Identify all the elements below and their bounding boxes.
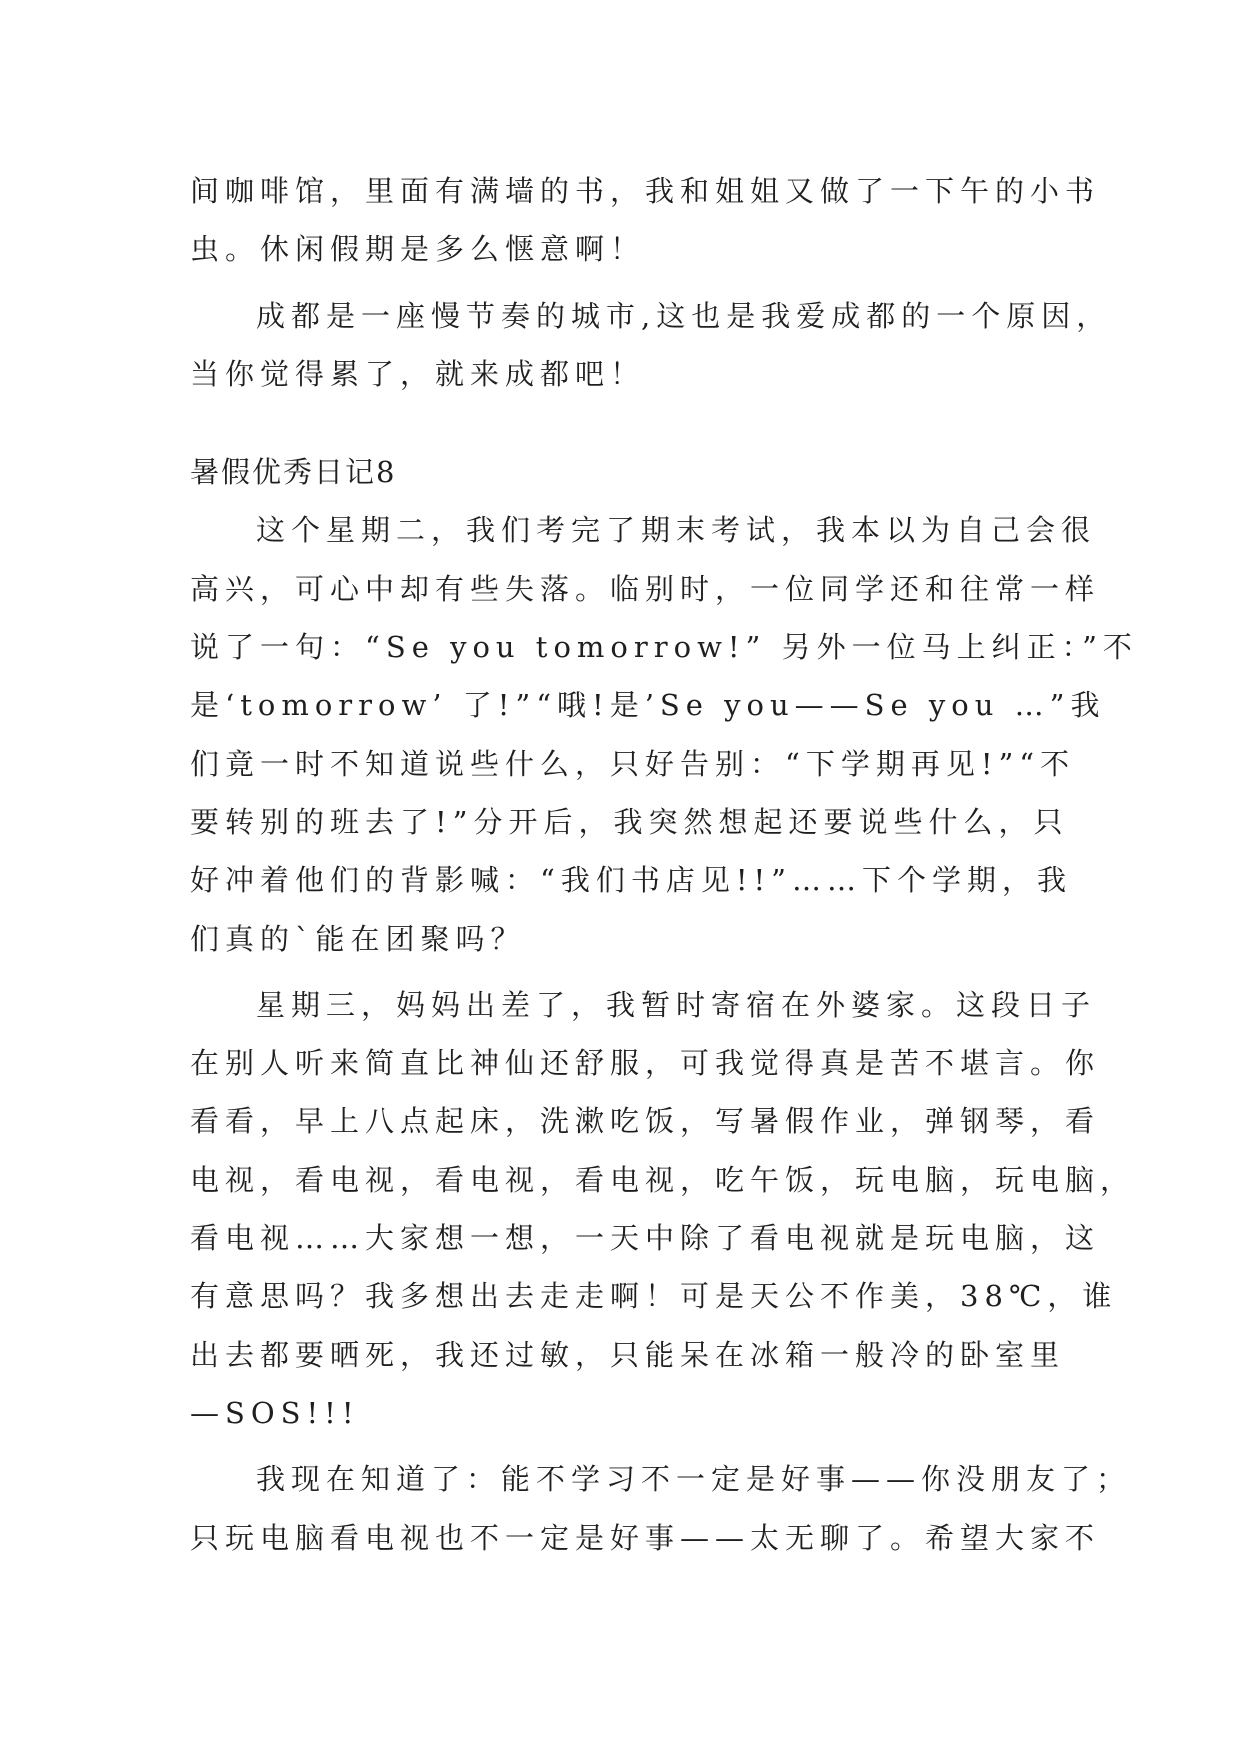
paragraph-chengdu (190, 287, 1112, 404)
text-line: 这个星期二，我们考完了期末考试，我本以为自己会很 (256, 513, 1097, 548)
paragraph-coffee-shop (190, 162, 1101, 279)
section-title: 暑假优秀日记8 (190, 455, 397, 490)
text-line: 出去都要晒死，我还过敏，只能呆在冰箱一般冷的卧室里 (190, 1337, 1066, 1372)
text-line: 在别人听来简直比神仙还舒服，可我觉得真是苦不堪言。你 (190, 1046, 1101, 1081)
paragraph-exam-tuesday (190, 501, 1138, 967)
text-line: 间咖啡馆，里面有满墙的书，我和姐姐又做了一下午的小书 (190, 174, 1101, 208)
text-line: 要转别的班去了!”分开后，我突然想起还要说些什么，只 (190, 804, 1069, 839)
text-line: 好冲着他们的背影喊：“我们书店见!!”……下个学期，我 (190, 863, 1072, 898)
text-line: 有意思吗？我多想出去走走啊！可是天公不作美，38℃，谁 (190, 1279, 1118, 1314)
text-line: 当你觉得累了，就来成都吧！ (190, 356, 646, 391)
text-line: —SOS!!! (190, 1395, 360, 1430)
paragraph-reflection (190, 1450, 1132, 1567)
text-line: 成都是一座慢节奏的城市,这也是我爱成都的一个原因， (256, 298, 1112, 333)
text-line: 看看，早上八点起床，洗漱吃饭，写暑假作业，弹钢琴，看 (190, 1104, 1101, 1139)
text-line: 说了一句：“Se you tomorrow!” 另外一位马上纠正：”不 (190, 630, 1138, 665)
text-line: 们竟一时不知道说些什么，只好告别：“下学期再见!”“不 (190, 746, 1076, 781)
text-line: 只玩电脑看电视也不一定是好事——太无聊了。希望大家不 (190, 1520, 1101, 1555)
text-line: 是‘tomorrow’ 了!”“哦!是’Se you——Se you …”我 (190, 688, 1106, 723)
text-line: 星期三，妈妈出差了，我暂时寄宿在外婆家。这段日子 (256, 987, 1097, 1022)
paragraph-wednesday (190, 976, 1136, 1442)
text-line: 高兴，可心中却有些失落。临别时，一位同学还和往常一样 (190, 571, 1101, 606)
text-line: 们真的`能在团聚吗？ (190, 921, 526, 956)
text-line: 看电视……大家想一想，一天中除了看电视就是玩电脑，这 (190, 1221, 1101, 1256)
text-line: 虫。休闲假期是多么惬意啊！ (190, 232, 646, 267)
text-line: 我现在知道了：能不学习不一定是好事——你没朋友了； (256, 1462, 1132, 1497)
text-line: 电视，看电视，看电视，看电视，吃午饭，玩电脑，玩电脑， (190, 1162, 1136, 1197)
document-body (190, 162, 1138, 1567)
